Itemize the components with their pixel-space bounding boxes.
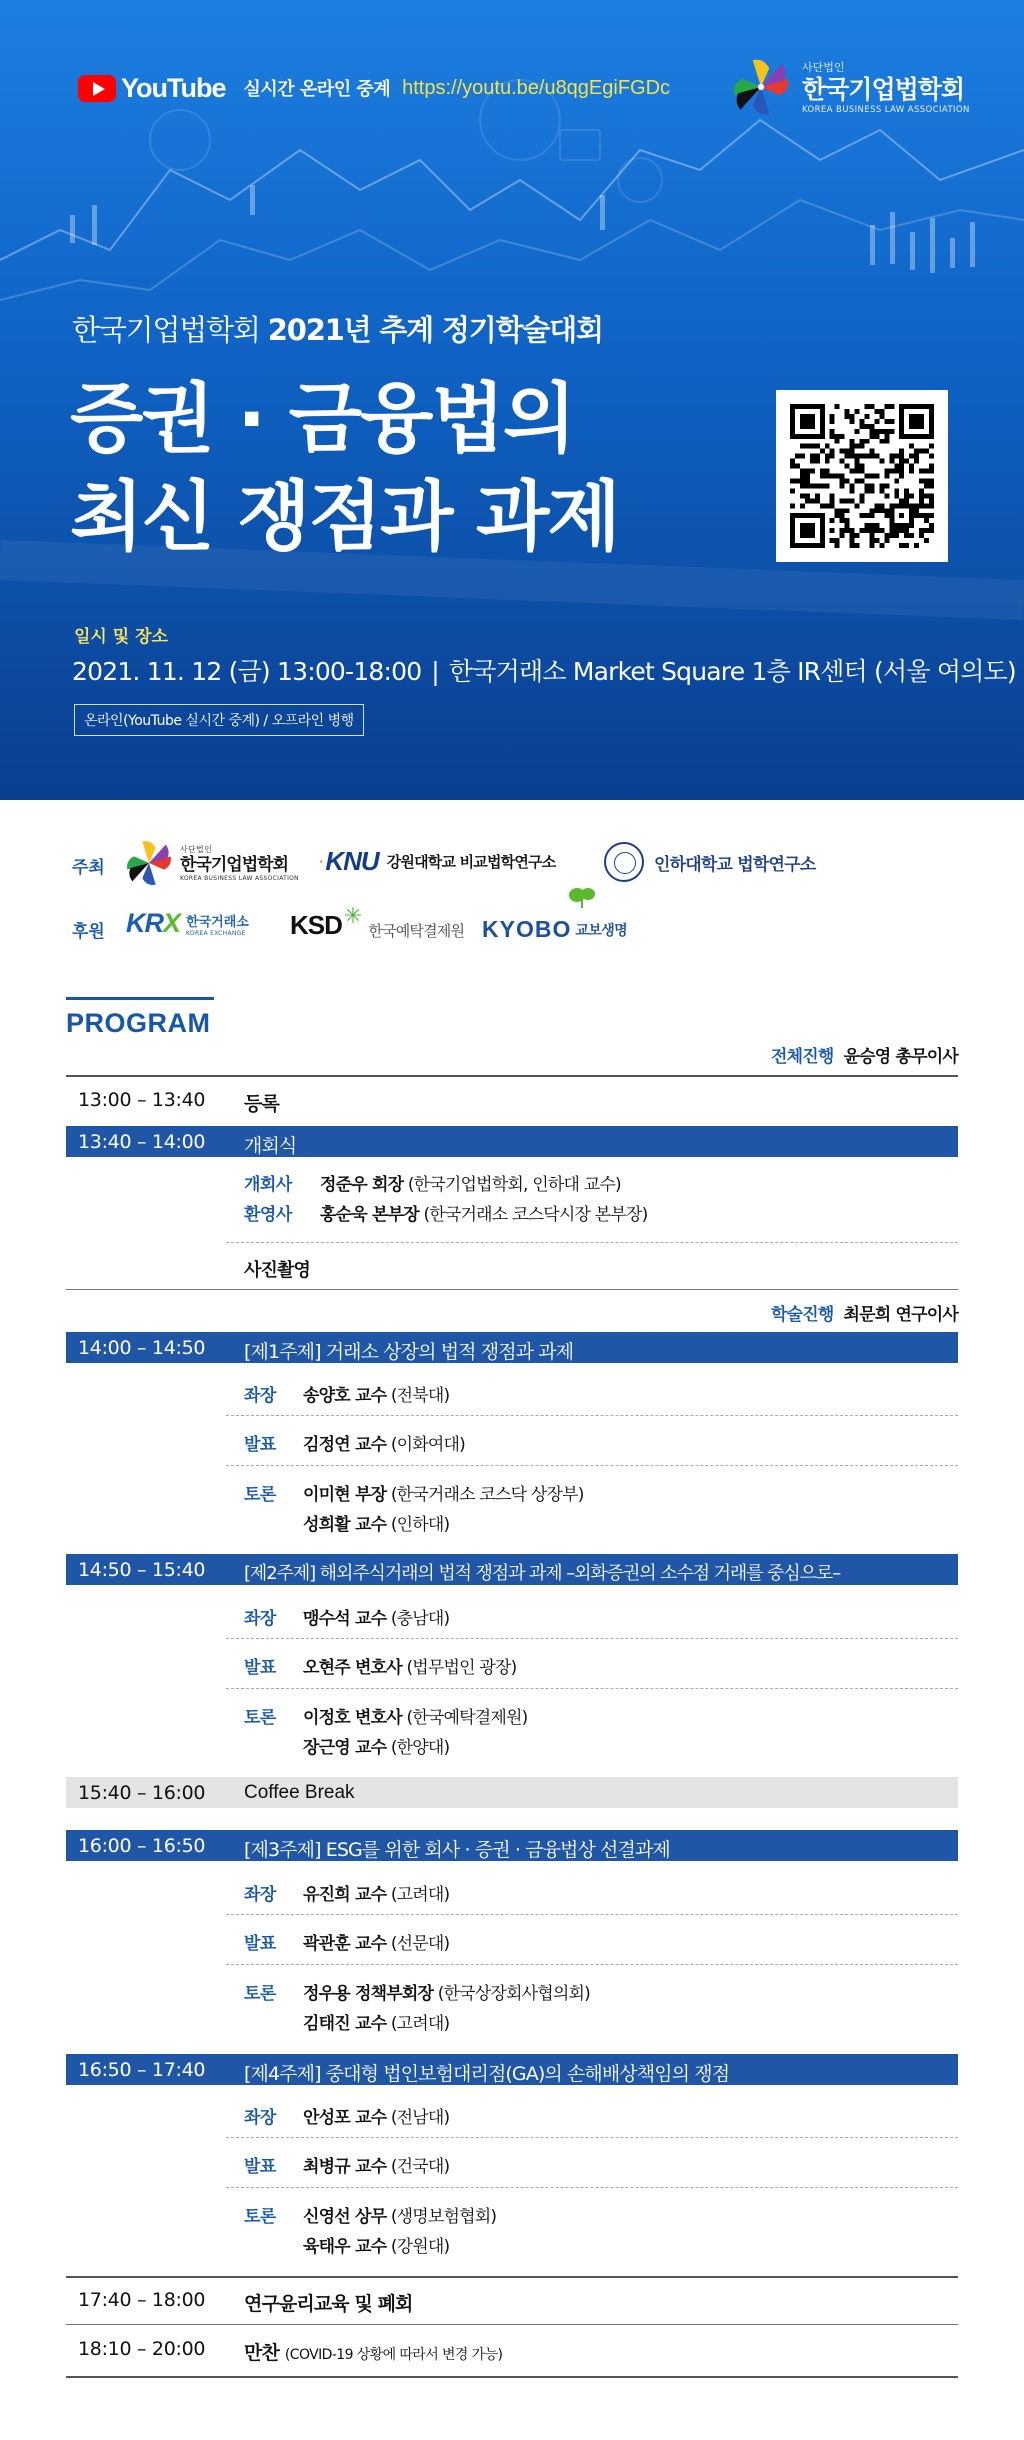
session-3-chair: [303, 1880, 449, 1905]
ksd-wordmark: KSD: [290, 910, 342, 940]
session-2-discussant-label: 토론: [244, 1708, 276, 1728]
host-kbla-logo: [124, 838, 299, 888]
opening-title: 개회식: [244, 1135, 297, 1157]
krx-mark-kr: KR: [126, 908, 163, 938]
hosts-label: 주최: [72, 858, 105, 878]
session-2-presenter-label: 발표: [244, 1658, 276, 1678]
session-2-time: 14:50 – 15:40: [78, 1559, 206, 1581]
program-top-rule: [66, 1075, 958, 1077]
session-1-discussant-label: 토론: [244, 1485, 276, 1505]
session-3-discussant-label: 토론: [244, 1984, 276, 2004]
opening-role-1: 개회사: [244, 1175, 292, 1195]
opening-time: 13:40 – 14:00: [78, 1131, 206, 1153]
attendance-mode-badge: 온라인(YouTube 실시간 중계) / 오프라인 병행: [74, 704, 364, 736]
session-4-discussant-1: [303, 2202, 496, 2227]
session-1-discussant-1: [303, 1480, 584, 1505]
session-3-discussant-2: [303, 2009, 449, 2034]
opening-role-2: 환영사: [244, 1205, 292, 1225]
subtitle-bold: 2021년 추계 정기학술대회: [267, 313, 603, 347]
session-1-discussant-2: [303, 1510, 449, 1535]
session-3-bar: [66, 1830, 958, 1861]
hero-banner: [0, 0, 1024, 800]
person-affiliation: (한국거래소 코스닥 상장부): [390, 1485, 584, 1505]
person-affiliation: (건국대): [390, 2157, 450, 2177]
person-name: 오현주 변호사: [303, 1658, 402, 1678]
person-name: 이미현 부장: [303, 1485, 387, 1505]
session-1-chair: [303, 1381, 449, 1406]
event-title: [70, 370, 619, 566]
sponsor-kyobo-logo: [482, 916, 627, 943]
session-4-presenter-label: 발표: [244, 2157, 276, 2177]
person-name: 곽관훈 교수: [303, 1934, 387, 1954]
overall-moderator-name: 윤승영 총무이사: [843, 1047, 958, 1067]
session-1-bar: [66, 1332, 958, 1363]
subtitle-prefix: 한국기업법학회: [72, 313, 260, 347]
sponsor-krx-logo: [126, 908, 249, 939]
person-name: 송양호 교수: [303, 1386, 387, 1406]
dashed-divider: [226, 2187, 958, 2188]
person-affiliation: (전북대): [390, 1386, 450, 1406]
session-2-discussant-2: [303, 1733, 449, 1758]
overall-moderator: [771, 1042, 958, 1067]
person-name: 유진희 교수: [303, 1885, 387, 1905]
person-name: 성희활 교수: [303, 1515, 387, 1535]
person-affiliation: (전남대): [390, 2108, 450, 2128]
dinner-label: 만찬: [244, 2342, 279, 2364]
coffee-break-bar: [66, 1777, 958, 1808]
session-1-title: [제1주제] 거래소 상장의 법적 쟁점과 과제: [244, 1341, 574, 1363]
person-name: 신영선 상무: [303, 2207, 387, 2227]
person-name: 정준우 회장: [320, 1175, 404, 1195]
dinner-time: 18:10 – 20:00: [78, 2338, 206, 2360]
youtube-logo[interactable]: [78, 73, 225, 104]
person-name: 안성포 교수: [303, 2108, 387, 2128]
dashed-divider: [226, 2137, 958, 2138]
kyobo-korean-name: 교보생명: [575, 922, 628, 939]
opening-person-1: [320, 1170, 621, 1195]
person-affiliation: (고려대): [390, 1885, 450, 1905]
host-knu-name: 강원대학교 비교법학연구소: [386, 853, 556, 871]
opening-person-2: [320, 1200, 647, 1225]
overall-moderator-label: 전체진행: [771, 1047, 834, 1067]
event-datetime: 2021. 11. 12 (금) 13:00-18:00: [72, 657, 422, 686]
session-4-presenter: [303, 2152, 449, 2177]
session-2-bar: [66, 1554, 958, 1585]
opening-bar: [66, 1126, 958, 1157]
dinner-title: [244, 2338, 502, 2365]
person-affiliation: (이화여대): [390, 1435, 465, 1455]
dashed-divider: [226, 1465, 958, 1466]
when-where-label: 일시 및 장소: [74, 627, 168, 647]
spark-icon: ✳: [343, 904, 363, 929]
title-line-1: 증권 · 금융법의: [70, 374, 575, 463]
registration-title: 등록: [244, 1093, 279, 1115]
person-affiliation: (충남대): [390, 1609, 450, 1629]
person-name: 이정호 변호사: [303, 1708, 402, 1728]
person-name: 홍순욱 본부장: [320, 1205, 419, 1225]
session-2-title: [제2주제] 해외주식거래의 법적 쟁점과 과제 –외화증권의 소수점 거래를 중심으로–: [244, 1563, 841, 1584]
sponsor-ksd-logo: [290, 904, 465, 941]
person-affiliation: (한국상장회사협의회): [437, 1984, 590, 2004]
program-title: PROGRAM: [66, 1008, 211, 1038]
person-affiliation: (선문대): [390, 1934, 450, 1954]
session-4-discussant-2: [303, 2232, 449, 2257]
org-small-label: 사단법인: [802, 61, 845, 74]
stream-url-link[interactable]: https://youtu.be/u8qgEgiFGDc: [402, 76, 671, 99]
session-2-presenter: [303, 1653, 516, 1678]
session-4-bar: [66, 2054, 958, 2085]
session-3-presenter: [303, 1929, 449, 1954]
photo-session: 사진촬영: [244, 1260, 310, 1281]
krx-english-name: KOREA EXCHANGE: [186, 929, 246, 937]
session-4-chair: [303, 2103, 449, 2128]
session-1-presenter-label: 발표: [244, 1435, 276, 1455]
org-english-name: KOREA BUSINESS LAW ASSOCIATION: [802, 105, 970, 115]
pinwheel-logo-icon: [730, 56, 792, 118]
youtube-play-icon: [78, 75, 116, 102]
sponsors-label: 후원: [72, 922, 105, 942]
session-4-chair-label: 좌장: [244, 2108, 276, 2128]
dinner-note: (COVID-19 상황에 따라서 변경 가능): [284, 2347, 503, 2363]
dashed-divider: [226, 1242, 958, 1243]
leaf-icon: [568, 886, 596, 908]
session-3-chair-label: 좌장: [244, 1885, 276, 1905]
host-inha-logo: [604, 842, 815, 882]
title-line-2: 최신 쟁점과 과제: [70, 472, 619, 561]
program-title-rule: [66, 997, 214, 1000]
person-name: 장근영 교수: [303, 1738, 387, 1758]
ethics-title: 연구윤리교육 및 폐회: [244, 2293, 413, 2315]
youtube-wordmark: YouTube: [121, 72, 226, 103]
when-where-line: [72, 652, 1016, 688]
organizer-logo: [730, 56, 970, 118]
krx-korean-name: 한국거래소: [186, 914, 249, 930]
session-3-discussant-1: [303, 1979, 590, 2004]
session-3-presenter-label: 발표: [244, 1934, 276, 1954]
person-affiliation: (고려대): [390, 2014, 450, 2034]
qr-code[interactable]: [776, 390, 948, 562]
host-kbla-english: KOREA BUSINESS LAW ASSOCIATION: [180, 875, 299, 882]
session-4-time: 16:50 – 17:40: [78, 2059, 206, 2081]
session-1-time: 14:00 – 14:50: [78, 1337, 206, 1359]
host-knu-logo: [318, 846, 555, 877]
org-name: 한국기업법학회: [802, 75, 965, 104]
session-2-chair-label: 좌장: [244, 1609, 276, 1629]
kyobo-wordmark: KYOBO: [482, 916, 572, 942]
person-affiliation: (생명보험협회): [390, 2207, 497, 2227]
academic-moderator: [771, 1300, 958, 1325]
host-kbla-small: 사단법인: [180, 845, 213, 854]
dashed-divider: [226, 1688, 958, 1689]
person-name: 육태우 교수: [303, 2237, 387, 2257]
separator: |: [431, 657, 439, 686]
break-time: 15:40 – 16:00: [78, 1782, 206, 1804]
session-1-chair-label: 좌장: [244, 1386, 276, 1406]
session-3-time: 16:00 – 16:50: [78, 1835, 206, 1857]
stream-caption: 실시간 온라인 중계: [243, 79, 391, 100]
section-rule: [66, 2324, 958, 2325]
session-1-presenter: [303, 1430, 465, 1455]
dashed-divider: [226, 1914, 958, 1915]
qr-code-image: [790, 404, 934, 548]
person-affiliation: (법무법인 광장): [406, 1658, 517, 1678]
person-affiliation: (인하대): [390, 1515, 450, 1535]
krx-mark-x: X: [163, 908, 181, 938]
registration-time: 13:00 – 13:40: [78, 1089, 206, 1111]
person-name: 맹수석 교수: [303, 1609, 387, 1629]
break-title: Coffee Break: [244, 1782, 355, 1803]
section-rule: [66, 2276, 958, 2278]
person-name: 최병규 교수: [303, 2157, 387, 2177]
session-4-title: [제4주제] 중대형 법인보험대리점(GA)의 손해배상책임의 쟁점: [244, 2063, 730, 2085]
dashed-divider: [226, 1415, 958, 1416]
dashed-divider: [226, 1638, 958, 1639]
ksd-korean-name: 한국예탁결제원: [368, 922, 465, 940]
knu-dot-icon: ·: [318, 849, 325, 874]
person-affiliation: (한국기업법학회, 인하대 교수): [407, 1175, 621, 1195]
knu-wordmark: KNU: [325, 846, 379, 876]
session-2-discussant-1: [303, 1703, 528, 1728]
person-affiliation: (한양대): [390, 1738, 450, 1758]
person-affiliation: (한국거래소 코스닥시장 본부장): [423, 1205, 648, 1225]
inha-seal-icon: [604, 842, 644, 882]
session-3-title: [제3주제] ESG를 위한 회사 · 증권 · 금융법상 선결과제: [244, 1839, 670, 1861]
section-rule: [66, 1289, 958, 1290]
person-name: 김정연 교수: [303, 1435, 387, 1455]
session-4-discussant-label: 토론: [244, 2207, 276, 2227]
event-venue: 한국거래소 Market Square 1층 IR센터 (서울 여의도): [448, 657, 1016, 686]
krx-wordmark: [126, 908, 180, 939]
session-2-chair: [303, 1604, 449, 1629]
person-affiliation: (강원대): [390, 2237, 450, 2257]
event-subtitle: [72, 308, 603, 349]
host-kbla-name: 한국기업법학회: [180, 855, 288, 875]
ethics-time: 17:40 – 18:00: [78, 2289, 206, 2311]
host-inha-name: 인하대학교 법학연구소: [654, 854, 816, 875]
pinwheel-logo-icon: [124, 838, 174, 888]
academic-moderator-label: 학술진행: [771, 1305, 834, 1325]
person-name: 김태진 교수: [303, 2014, 387, 2034]
academic-moderator-name: 최문희 연구이사: [843, 1305, 958, 1325]
dashed-divider: [226, 1964, 958, 1965]
person-affiliation: (한국예탁결제원): [406, 1708, 528, 1728]
person-name: 정우용 정책부회장: [303, 1984, 434, 2004]
youtube-stream-row: [78, 70, 670, 106]
program-bottom-rule: [66, 2376, 958, 2378]
